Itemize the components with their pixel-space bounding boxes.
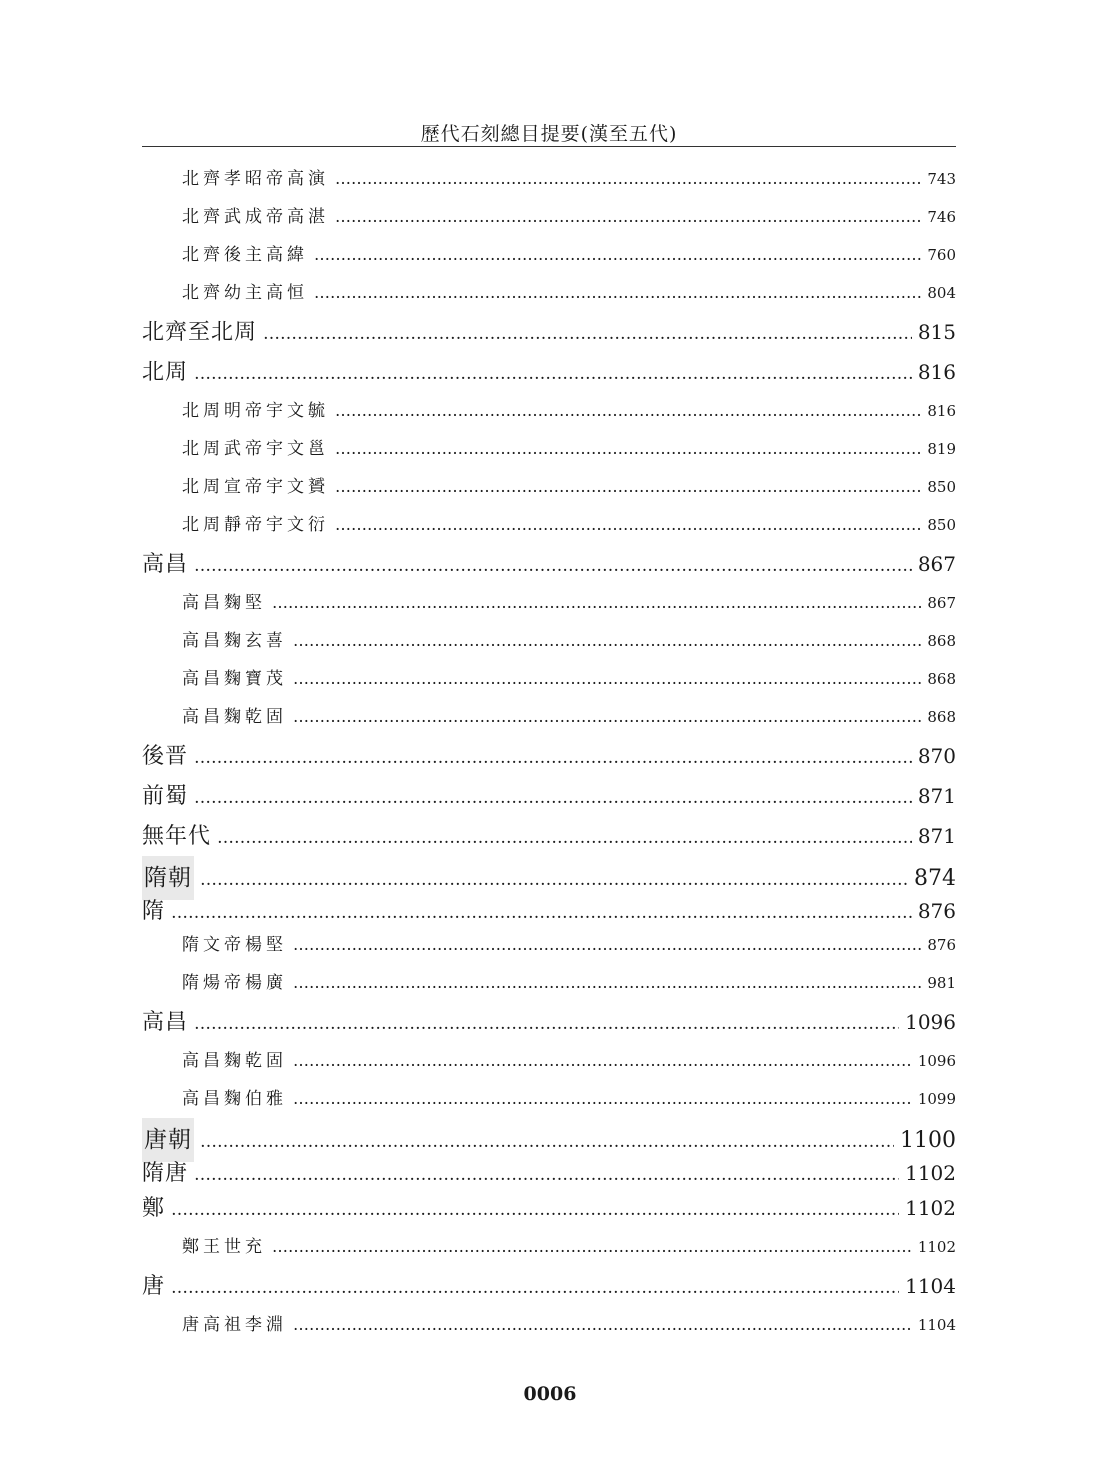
- toc-entry: [142, 1080, 956, 1118]
- toc-section: [142, 736, 956, 776]
- dot-leader: [335, 392, 921, 430]
- toc-entry: [142, 274, 956, 312]
- toc-entry-page: 868: [927, 670, 956, 688]
- toc-entry-label: 高昌麴乾固: [182, 707, 287, 727]
- toc-entry-label: 高昌麴寶茂: [182, 669, 287, 689]
- toc-entry-page: 876: [927, 936, 956, 954]
- toc-section-page: 1102: [905, 1161, 956, 1185]
- dot-leader: [335, 430, 921, 468]
- dot-leader: [335, 506, 921, 544]
- toc-entry: [142, 468, 956, 506]
- toc-section: [142, 776, 956, 816]
- toc-section-label: 鄭: [142, 1196, 166, 1221]
- toc-entry-label: 北周靜帝宇文衍: [182, 515, 329, 535]
- toc-dynasty-label: 隋朝: [142, 856, 194, 900]
- dot-leader: [200, 858, 908, 902]
- toc-section: [142, 1266, 956, 1306]
- toc-dynasty-page: 874: [914, 866, 956, 891]
- dot-leader: [293, 660, 921, 698]
- toc-dynasty-page: 1100: [900, 1128, 956, 1153]
- toc-entry: [142, 1042, 956, 1080]
- toc-entry-page: 1104: [917, 1316, 956, 1334]
- toc-dynasty: [142, 856, 956, 896]
- toc-entry: [142, 236, 956, 274]
- toc-entry-label: 北齊孝昭帝高演: [182, 169, 329, 189]
- toc-section-label: 無年代: [142, 824, 212, 849]
- toc-entry-label: 高昌麴玄喜: [182, 631, 287, 651]
- toc-section-label: 北齊至北周: [142, 320, 258, 345]
- toc-entry: [142, 392, 956, 430]
- toc-section-label: 唐: [142, 1274, 166, 1299]
- dot-leader: [194, 1160, 899, 1190]
- dot-leader: [194, 546, 912, 586]
- toc-entry: [142, 198, 956, 236]
- toc-section: [142, 1188, 956, 1228]
- toc-section-page: 1102: [905, 1196, 956, 1220]
- toc-entry-label: 北齊後主高緯: [182, 245, 308, 265]
- toc-entry: [142, 584, 956, 622]
- dot-leader: [314, 236, 921, 274]
- toc-section-label: 隋: [142, 899, 166, 924]
- toc-section-page: 870: [917, 744, 956, 768]
- toc-entry: [142, 1306, 956, 1344]
- dot-leader: [293, 1080, 912, 1118]
- toc-section-page: 1104: [905, 1274, 956, 1298]
- toc-section-page: 1096: [905, 1010, 956, 1034]
- toc-entry-label: 北周武帝宇文邕: [182, 439, 329, 459]
- toc-section: [142, 544, 956, 584]
- dot-leader: [293, 1306, 912, 1344]
- toc-entry-label: 高昌麴乾固: [182, 1051, 287, 1071]
- table-of-contents: [142, 160, 956, 1344]
- toc-section-label: 高昌: [142, 1010, 189, 1035]
- dot-leader: [272, 1228, 912, 1266]
- toc-entry: [142, 506, 956, 544]
- toc-entry-page: 1102: [917, 1238, 956, 1256]
- dot-leader: [335, 468, 921, 506]
- toc-entry-label: 鄭王世充: [182, 1237, 266, 1257]
- dot-leader: [272, 584, 921, 622]
- toc-entry-page: 804: [927, 284, 956, 302]
- toc-section-label: 北周: [142, 360, 189, 385]
- toc-section-page: 871: [917, 784, 956, 808]
- dot-leader: [263, 314, 912, 354]
- toc-entry: [142, 1228, 956, 1266]
- dot-leader: [293, 926, 921, 964]
- toc-entry: [142, 660, 956, 698]
- toc-entry-page: 867: [927, 594, 956, 612]
- toc-section-page: 867: [917, 552, 956, 576]
- header-rule: [142, 146, 956, 147]
- dot-leader: [293, 698, 921, 736]
- toc-entry-label: 北周明帝宇文毓: [182, 401, 329, 421]
- toc-entry-page: 760: [927, 246, 956, 264]
- toc-section-label: 高昌: [142, 552, 189, 577]
- toc-entry: [142, 622, 956, 660]
- toc-section-label: 隋唐: [142, 1161, 189, 1186]
- toc-section: [142, 816, 956, 856]
- toc-entry-label: 高昌麴堅: [182, 593, 266, 613]
- toc-section-page: 871: [917, 824, 956, 848]
- dot-leader: [217, 818, 912, 858]
- dot-leader: [171, 898, 912, 928]
- toc-entry-label: 北齊幼主高恒: [182, 283, 308, 303]
- toc-entry: [142, 926, 956, 964]
- toc-entry-page: 850: [927, 516, 956, 534]
- dot-leader: [194, 354, 912, 394]
- dot-leader: [200, 1120, 894, 1164]
- page-number: 0006: [523, 1383, 577, 1405]
- toc-entry-page: 746: [927, 208, 956, 226]
- dot-leader: [171, 1190, 899, 1230]
- toc-entry: [142, 964, 956, 1002]
- dot-leader: [293, 622, 921, 660]
- toc-entry-page: 1099: [917, 1090, 956, 1108]
- toc-entry-page: 868: [927, 708, 956, 726]
- toc-entry-page: 868: [927, 632, 956, 650]
- toc-entry-page: 743: [927, 170, 956, 188]
- toc-section-page: 876: [917, 899, 956, 923]
- dot-leader: [314, 274, 921, 312]
- toc-entry-label: 唐高祖李淵: [182, 1315, 287, 1335]
- toc-entry-label: 隋煬帝楊廣: [182, 973, 287, 993]
- toc-entry: [142, 430, 956, 468]
- dot-leader: [335, 160, 921, 198]
- dot-leader: [293, 1042, 912, 1080]
- toc-entry: [142, 160, 956, 198]
- toc-entry-label: 隋文帝楊堅: [182, 935, 287, 955]
- toc-entry-label: 北齊武成帝高湛: [182, 207, 329, 227]
- toc-section-page: 816: [917, 360, 956, 384]
- dot-leader: [194, 738, 912, 778]
- dot-leader: [171, 1268, 899, 1308]
- dot-leader: [335, 198, 921, 236]
- toc-section: [142, 896, 956, 926]
- toc-section-label: 前蜀: [142, 784, 189, 809]
- toc-entry-page: 1096: [917, 1052, 956, 1070]
- toc-section-page: 815: [917, 320, 956, 344]
- toc-entry-page: 819: [927, 440, 956, 458]
- toc-dynasty-label: 唐朝: [142, 1118, 194, 1162]
- toc-entry-label: 北周宣帝宇文贇: [182, 477, 329, 497]
- toc-entry-page: 981: [927, 974, 956, 992]
- toc-section: [142, 1002, 956, 1042]
- running-header: 歷代石刻總目提要(漢至五代): [420, 123, 678, 145]
- dot-leader: [194, 1004, 899, 1044]
- toc-entry-page: 816: [927, 402, 956, 420]
- toc-entry-page: 850: [927, 478, 956, 496]
- toc-entry: [142, 698, 956, 736]
- toc-section-label: 後晋: [142, 744, 189, 769]
- toc-dynasty: [142, 1118, 956, 1158]
- dot-leader: [293, 964, 921, 1002]
- toc-section: [142, 352, 956, 392]
- dot-leader: [194, 778, 912, 818]
- toc-section: [142, 1158, 956, 1188]
- toc-entry-label: 高昌麴伯雅: [182, 1089, 287, 1109]
- toc-section: [142, 312, 956, 352]
